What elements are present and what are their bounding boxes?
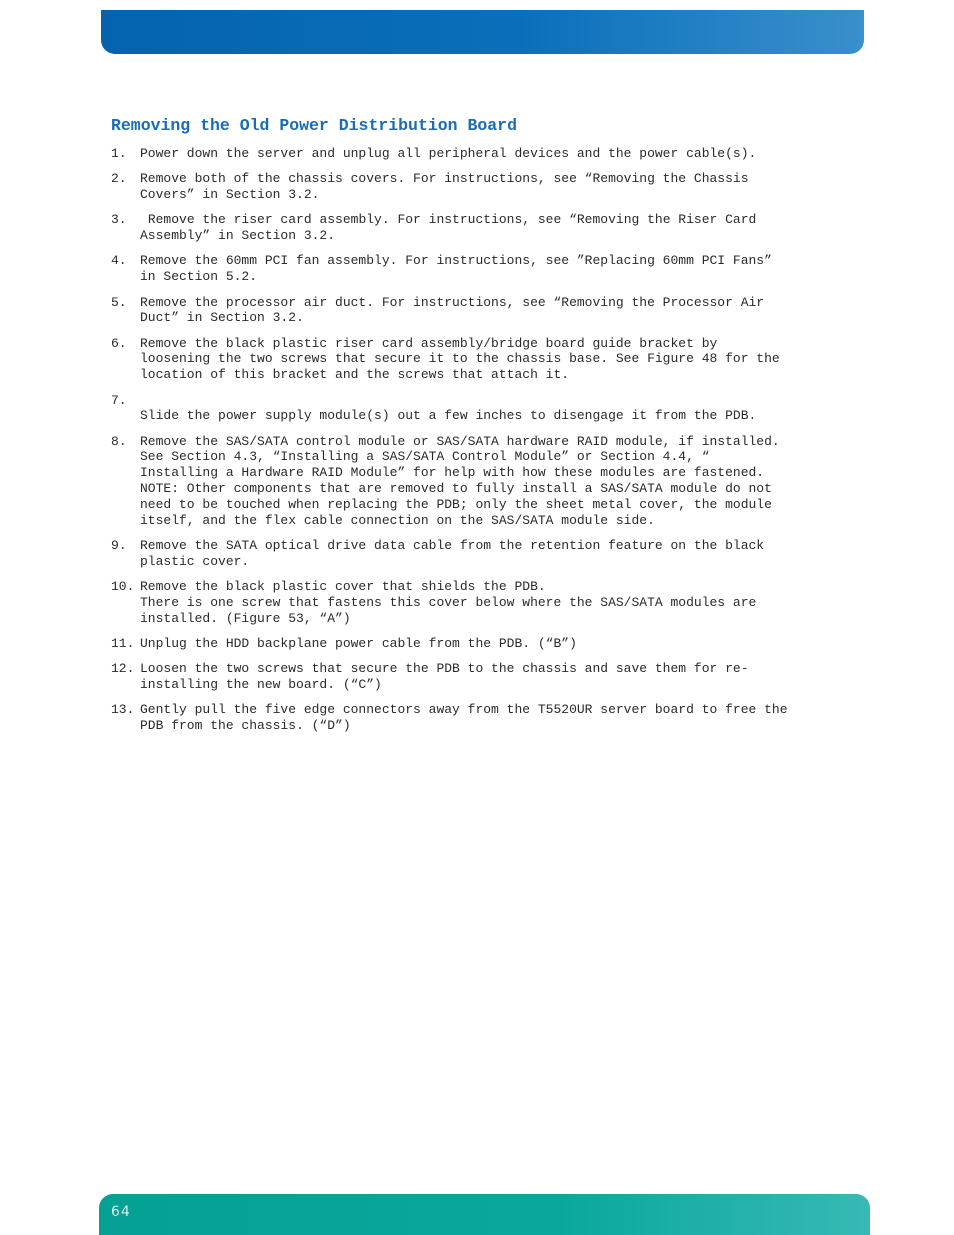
- step-number: 13.: [111, 702, 135, 718]
- step-text: Remove both of the chassis covers. For instructions, see “Removing the Chassis Covers” in Section 3.2.: [140, 171, 749, 203]
- header-bar: [101, 10, 864, 54]
- list-item: [111, 393, 846, 425]
- list-item: [111, 702, 846, 734]
- step-number: 1.: [111, 146, 127, 161]
- list-item: [111, 253, 846, 285]
- page-content: [111, 116, 846, 743]
- step-number: 8.: [111, 433, 127, 449]
- list-item: [111, 295, 846, 327]
- list-item: [111, 538, 846, 570]
- step-text: Remove the riser card assembly. For instructions, see “Removing the Riser Card Assembly” in Section 3.2.: [140, 212, 757, 244]
- step-text: Remove the black plastic cover that shields the PDB. There is one screw that fastens this cover below where the SAS/SATA modules are installed. (Figure 53, “A”): [140, 579, 757, 626]
- step-number: 2.: [111, 171, 127, 187]
- list-item: [111, 636, 846, 652]
- step-text: Slide the power supply module(s) out a few inches to disengage it from the PDB.: [140, 408, 757, 424]
- step-text: Remove the black plastic riser card assembly/bridge board guide bracket by loosening the two screws that secure it to the chassis base. See Figure 48 for the location of this bracket and the screws that attach it.: [140, 335, 780, 383]
- step-text: Unplug the HDD backplane power cable from the PDB. (“B”): [140, 635, 577, 651]
- step-number: 10.: [111, 579, 135, 595]
- step-number: 6.: [111, 335, 127, 351]
- step-text: Remove the processor air duct. For instructions, see “Removing the Processor Air Duct” in Section 3.2.: [140, 294, 765, 326]
- list-item: [111, 336, 846, 383]
- step-text: Loosen the two screws that secure the PDB to the chassis and save them for re- installing the new board. (“C”): [140, 661, 749, 693]
- footer-bar: [99, 1194, 870, 1235]
- list-item: [111, 661, 846, 693]
- list-item: [111, 171, 846, 203]
- step-number: 4.: [111, 253, 127, 269]
- step-text: Remove the SATA optical drive data cable from the retention feature on the black plastic cover.: [140, 537, 765, 569]
- step-text: Power down the server and unplug all peripheral devices and the power cable(s).: [140, 146, 757, 161]
- step-text: Remove the SAS/SATA control module or SAS/SATA hardware RAID module, if installed. See Section 4.3, “Installing a SAS/SATA Control Module” or Section 4.4, “ Installing a Hardware RAID Module” for help with how these modules are fastened. NOTE: Other components that are removed to fully install a SAS/SATA module do not need to be touched when replacing the PDB; only the sheet metal cover, the module itself, and the flex cable connection on the SAS/SATA module side.: [140, 433, 780, 528]
- list-item: [111, 579, 846, 626]
- step-number: 12.: [111, 661, 135, 677]
- page-number: 64: [111, 1204, 131, 1220]
- step-number: 9.: [111, 537, 127, 553]
- list-item: [111, 434, 846, 529]
- step-number: 11.: [111, 635, 135, 651]
- step-text: Gently pull the five edge connectors away from the T5520UR server board to free the PDB from the chassis. (“D”): [140, 702, 788, 734]
- list-item: [111, 146, 846, 162]
- list-item: [111, 212, 846, 244]
- step-number: 5.: [111, 294, 127, 310]
- steps-list: [111, 146, 846, 734]
- section-title: Removing the Old Power Distribution Board: [111, 116, 517, 135]
- step-text: Remove the 60mm PCI fan assembly. For instructions, see ”Replacing 60mm PCI Fans” in Section 5.2.: [140, 253, 772, 285]
- step-number: 7.: [111, 392, 127, 408]
- step-number: 3.: [111, 212, 127, 228]
